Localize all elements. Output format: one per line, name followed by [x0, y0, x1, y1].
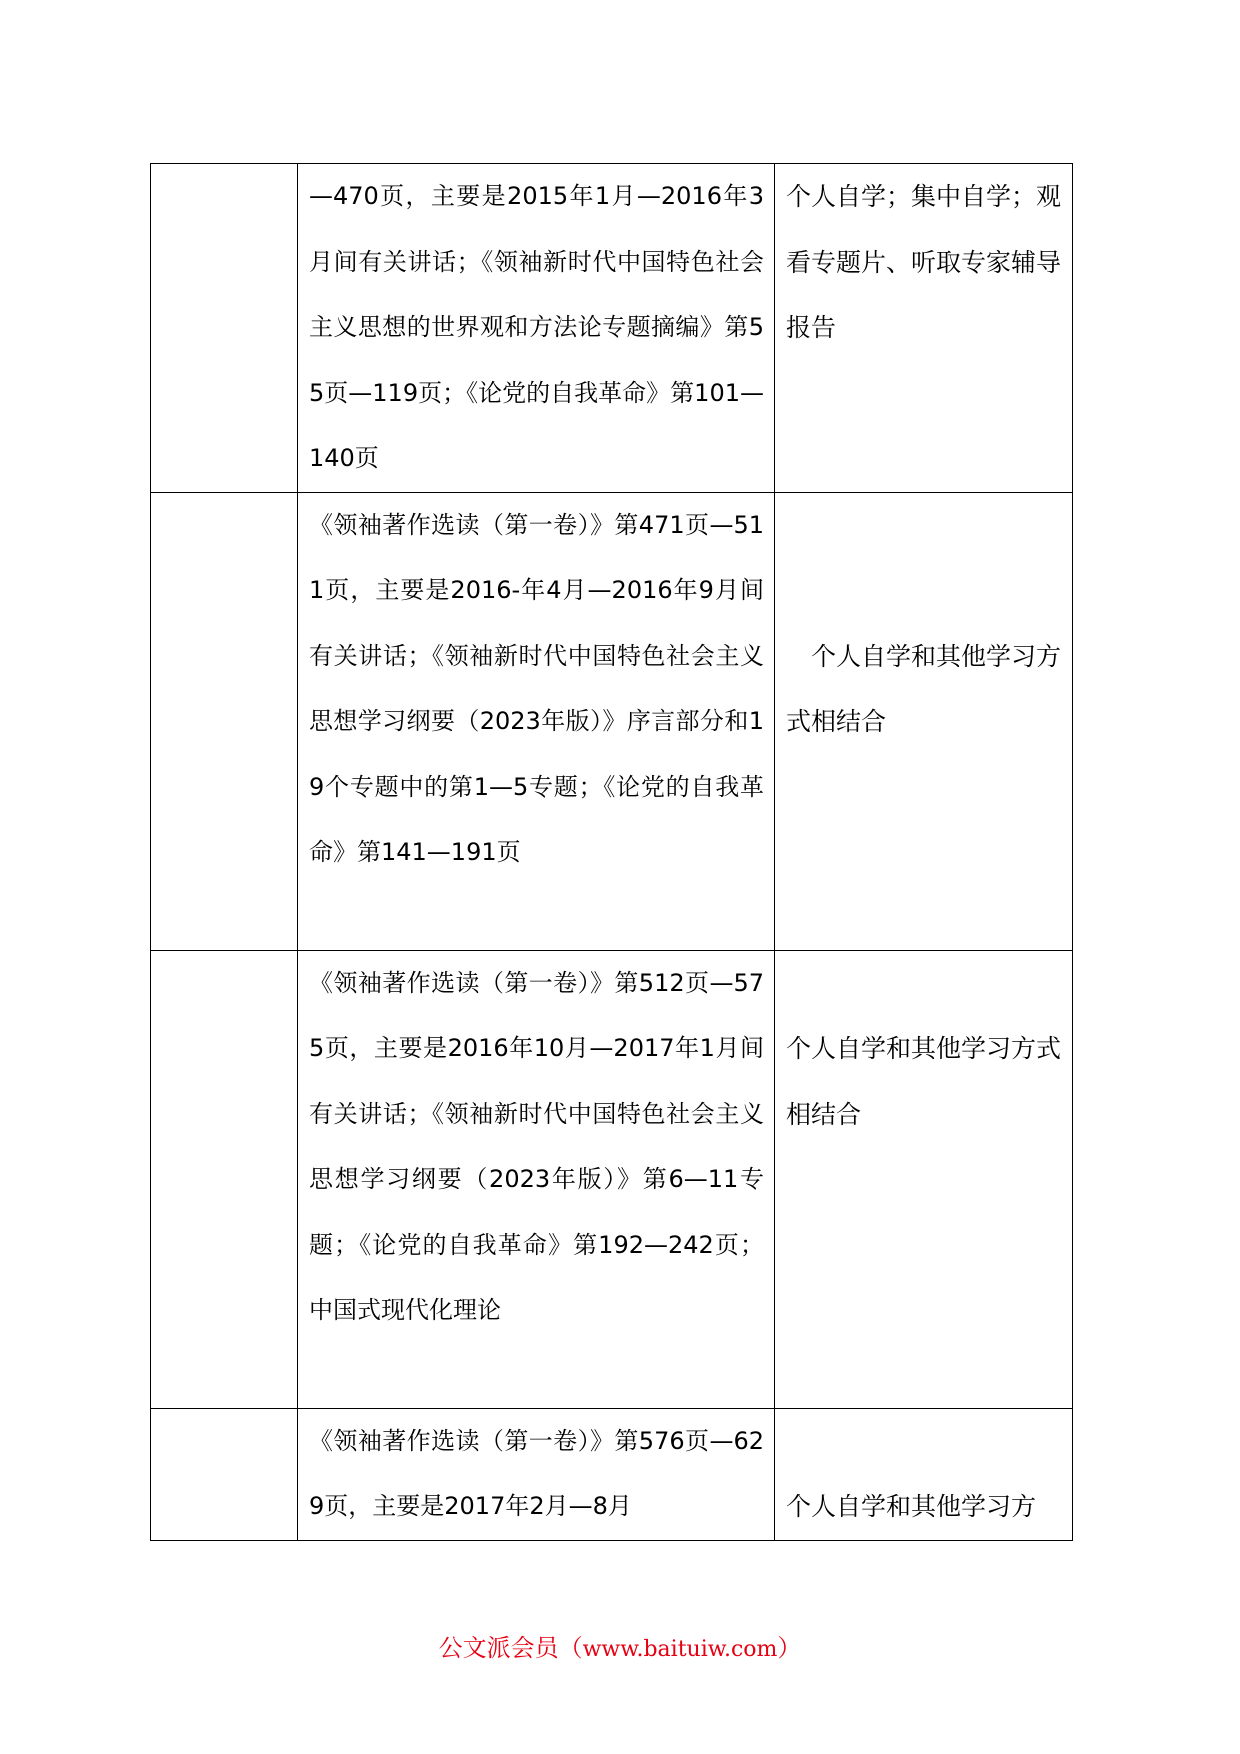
table-row: [151, 164, 1073, 493]
study-schedule-table: [150, 163, 1073, 1541]
method-cell: 个人自学；集中自学；观看专题片、听取专家辅导报告: [775, 164, 1073, 493]
period-cell: [151, 950, 298, 1408]
period-cell: [151, 492, 298, 950]
method-cell: 个人自学和其他学习方式相结合: [775, 492, 1073, 950]
content-cell: —470页，主要是2015年1月—2016年3月间有关讲话；《领袖新时代中国特色社会主义思想的世界观和方法论专题摘编》第55页—119页；《论党的自我革命》第101—140页: [298, 164, 775, 493]
period-cell: [151, 164, 298, 493]
content-cell: 《领袖著作选读（第一卷）》第512页—575页，主要是2016年10月—2017年1月间有关讲话；《领袖新时代中国特色社会主义思想学习纲要（2023年版）》第6—11专题；《论党的自我革命》第192—242页；中国式现代化理论: [298, 950, 775, 1408]
table-row: [151, 950, 1073, 1408]
table-row: [151, 492, 1073, 950]
content-cell: 《领袖著作选读（第一卷）》第471页—511页，主要是2016-年4月—2016年9月间有关讲话；《领袖新时代中国特色社会主义思想学习纲要（2023年版）》序言部分和19个专题中的第1—5专题；《论党的自我革命》第141—191页: [298, 492, 775, 950]
table-row: [151, 1408, 1073, 1540]
footer-watermark: [0, 1632, 1240, 1666]
footer-brand: 公文派会员（: [438, 1634, 583, 1662]
method-cell: 个人自学和其他学习方: [775, 1408, 1073, 1540]
period-cell: [151, 1408, 298, 1540]
method-cell: 个人自学和其他学习方式相结合: [775, 950, 1073, 1408]
footer-close: ）: [777, 1634, 802, 1662]
footer-url-link[interactable]: www.baituiw.com: [582, 1637, 778, 1662]
content-cell: 《领袖著作选读（第一卷）》第576页—629页，主要是2017年2月—8月: [298, 1408, 775, 1540]
